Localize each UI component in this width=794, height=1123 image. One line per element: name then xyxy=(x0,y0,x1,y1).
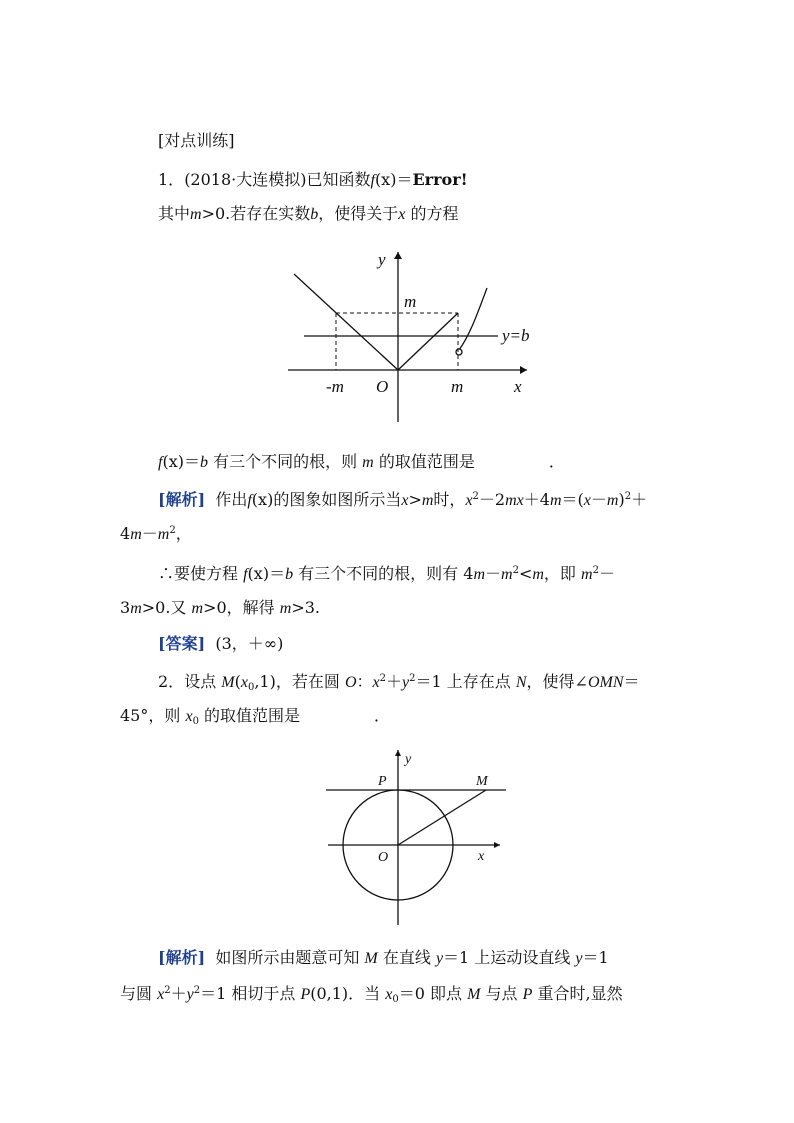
answer-1: [答案] (3，＋∞) xyxy=(158,634,284,653)
problem-1-line-1: 1．(2018·大连模拟)已知函数f(x)＝Error! xyxy=(158,170,468,189)
problem-2-line-2: 45°，则 $x_0$ 的取值范围是 ． xyxy=(120,706,391,727)
problem-1-line-2: 其中m>0.若存在实数b，使得关于x 的方程 xyxy=(158,204,459,223)
label-y-equals-b: y=b xyxy=(502,326,530,345)
figure-2-circle xyxy=(320,745,520,935)
label-y: y xyxy=(378,250,386,269)
segment-OM xyxy=(398,790,486,845)
analysis-1-line-1: [解析] 作出f(x)的图象如图所示当x>m时，$x^2-2mx+4m=(x-m)^2+$ xyxy=(158,490,648,509)
section-heading: [对点训练] xyxy=(158,131,235,150)
graph-left-branch xyxy=(294,274,398,370)
x-axis-arrow xyxy=(494,842,500,848)
problem-2-line-1: 2．设点 $M(x_0,1)$，若在圆 O：$x^2+y^2=1$ 上存在点 N，使得∠OMN＝ xyxy=(158,672,640,693)
label-P: P xyxy=(378,774,387,789)
label-m-top: m xyxy=(404,292,417,311)
label-origin: O xyxy=(378,850,389,865)
label-y: y xyxy=(405,752,412,767)
y-axis-arrow xyxy=(395,750,401,756)
label-x: x xyxy=(514,377,522,396)
label-M: M xyxy=(476,774,488,789)
label-neg-m: -m xyxy=(326,377,344,396)
graph-curve xyxy=(459,288,487,350)
x-axis-arrow xyxy=(520,366,527,374)
label-x: x xyxy=(478,849,485,864)
problem-1-question: f(x)＝b 有三个不同的根，则 m 的取值范围是 ． xyxy=(158,452,565,471)
y-axis-arrow xyxy=(394,252,402,259)
figure-1-graph xyxy=(280,240,550,430)
therefore-line-2: 3m>0.又 m>0，解得 m>3. xyxy=(120,598,320,617)
therefore-line-1: ∴要使方程 f(x)＝b 有三个不同的根，则有 $4m-m^2<m$，即 $m^2-$ xyxy=(158,564,615,583)
analysis-2-line-1: [解析] 如图所示由题意可知 M 在直线 y＝1 上运动设直线 y＝1 xyxy=(158,948,609,967)
graph-right-branch xyxy=(398,313,458,370)
open-point xyxy=(456,349,462,355)
label-m-axis: m xyxy=(451,377,464,396)
analysis-2-line-2: 与圆 $x^2+y^2=1$ 相切于点 P(0,1)．当 $x_0=0$ 即点 M 与点 P 重合时,显然 xyxy=(120,984,623,1005)
analysis-1-line-2: $4m-m^2$， xyxy=(120,524,192,543)
label-origin: O xyxy=(376,377,389,396)
